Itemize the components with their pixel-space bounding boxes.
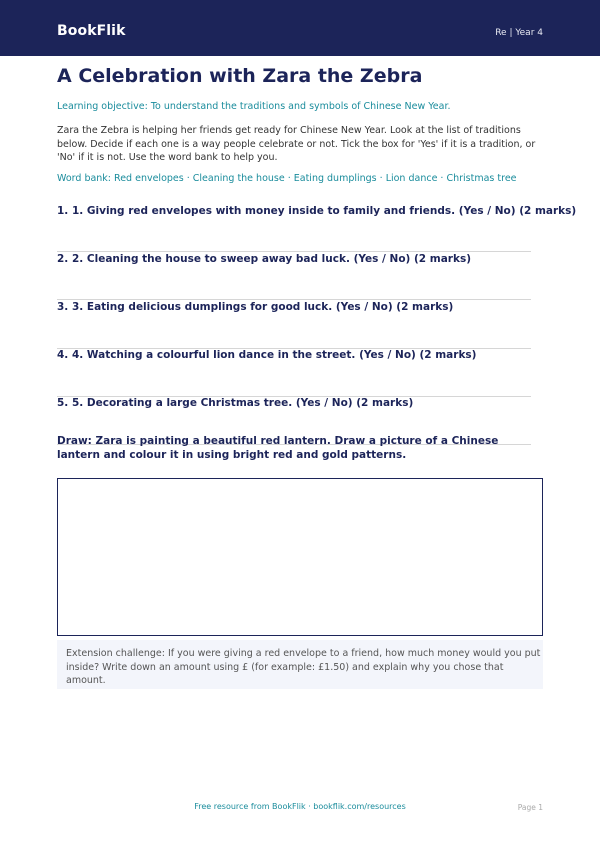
question-3: 3. 3. Eating delicious dumplings for good luck. (Yes / No) (2 marks) [57, 301, 454, 313]
worksheet-title: A Celebration with Zara the Zebra [57, 65, 423, 87]
question-5: 5. 5. Decorating a large Christmas tree. (Yes / No) (2 marks) [57, 397, 414, 409]
learning-objective: Learning objective: To understand the traditions and symbols of Chinese New Year. [57, 101, 451, 112]
subject-year-label: Re | Year 4 [495, 28, 543, 38]
question-4: 4. 4. Watching a colourful lion dance in the street. (Yes / No) (2 marks) [57, 349, 477, 361]
question-1: 1. 1. Giving red envelopes with money inside to family and friends. (Yes / No) (2 marks) [57, 205, 577, 217]
word-bank: Word bank: Red envelopes · Cleaning the house · Eating dumplings · Lion dance · Christmas tree [57, 173, 517, 184]
answer-line-2[interactable] [57, 299, 531, 300]
answer-line-1[interactable] [57, 251, 531, 252]
extension-challenge-text: Extension challenge: If you were giving a red envelope to a friend, how much money would you put inside? Write down an amount using £ (for example: £1.50) and explain why you chose that amount. [66, 648, 541, 686]
draw-prompt: Draw: Zara is painting a beautiful red lantern. Draw a picture of a Chinese lantern and colour it in using bright red and gold patterns. [57, 435, 499, 461]
page-number: Page 1 [517, 803, 543, 812]
instructions-text: Zara the Zebra is helping her friends get ready for Chinese New Year. Look at the list of traditions below. Decide if each one is a way people celebrate or not. Tick the box for 'Yes' if it is a tradition, or 'No' if it is not. Use the word bank to help you. [57, 125, 536, 163]
footer-link-text[interactable]: Free resource from BookFlik · bookflik.com/resources [194, 802, 406, 811]
drawing-area[interactable] [57, 478, 543, 636]
page-header [0, 0, 600, 56]
question-2: 2. 2. Cleaning the house to sweep away bad luck. (Yes / No) (2 marks) [57, 253, 472, 265]
brand-logo-text: BookFlik [57, 23, 126, 39]
extension-challenge-box [57, 640, 543, 689]
